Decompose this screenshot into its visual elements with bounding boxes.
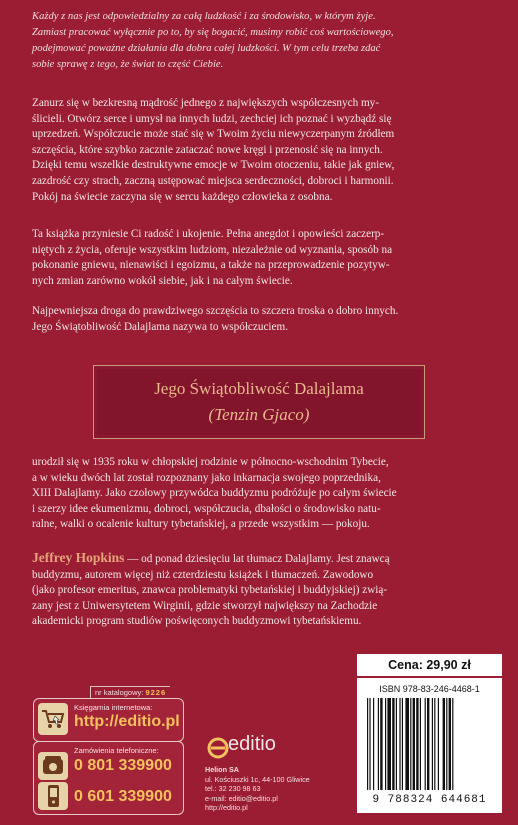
online-shop-box[interactable] <box>33 698 184 742</box>
text-line: pokonanie gniewu, nienawiści i egoizmu, a także na przeprowadzenie pozytyw- <box>32 259 390 272</box>
description-paragraph-1 <box>32 96 502 205</box>
text-line: Jego Świątobliwość Dalajlama nazywa to współczuciem. <box>32 320 288 333</box>
publisher-address: ul. Kościuszki 1c, 44-100 Gliwice <box>205 774 310 784</box>
shopping-cart-icon <box>38 703 68 735</box>
catalog-value: 9226 <box>145 688 167 697</box>
barcode-bar <box>410 698 411 790</box>
intro-line: Każdy z nas jest odpowiedzialny za całą ludzkość i za środowisko, w którym żyje. <box>32 11 376 22</box>
text-line <box>32 550 502 568</box>
phone-label: Zamówienia telefoniczne: <box>74 746 159 755</box>
text-line: i szerzy idee ekumenizmu, dobroci, współczucia, dbałości o środowisko natu- <box>32 502 381 515</box>
author-name: Jego Świątobliwość Dalajlama <box>154 379 364 398</box>
intro-quote <box>32 9 502 73</box>
barcode-bar <box>385 698 386 790</box>
barcode-bar <box>396 698 397 790</box>
phone-order-box <box>33 741 184 815</box>
intro-line: sobie sprawę z tego, że świat to część Ciebie. <box>32 59 224 70</box>
description-paragraph-2 <box>32 227 502 289</box>
author-bio <box>32 455 502 533</box>
text-line: urodził się w 1935 roku w chłopskiej rodzinie w północno-wschodnim Tybecie, <box>32 456 389 468</box>
barcode-bar <box>427 698 429 790</box>
mobile-phone-icon <box>38 782 68 810</box>
text-line: (jako profesor emeritus, znawca problematyki tybetańskiej i buddyjskiej) zwią- <box>32 584 388 597</box>
editio-logo-text: editio <box>228 733 276 755</box>
catalog-number <box>90 686 170 698</box>
barcode-bar <box>449 698 451 790</box>
phone-icon <box>38 752 68 780</box>
translator-name: Jeffrey Hopkins <box>32 550 125 565</box>
intro-line: podejmować poważne działania dla dobra całej ludzkości. W tym celu trzeba zdać <box>32 43 381 54</box>
price-label: Cena: 29,90 zł <box>357 654 502 676</box>
barcode-bar <box>432 698 433 790</box>
barcode-bar <box>387 698 391 790</box>
author-subname: (Tenzin Gjaco) <box>208 405 310 424</box>
barcode-bar <box>405 698 409 790</box>
intro-line: Zamiast pracować wyłącznie po to, by się bogacić, musimy robić coś wartościowego, <box>32 27 394 38</box>
barcode-bar <box>434 698 435 790</box>
barcode-bar <box>420 698 421 790</box>
text-line: a w wieku dwóch lat został rozpoznany jako inkarnacja swojego poprzednika, <box>32 471 381 484</box>
text-line: akademicki program studiów poświęconych buddyzmowi tybetańskiemu. <box>32 615 362 628</box>
translator-bio <box>32 550 502 630</box>
text-line: XIII Dalajlamy. Jako czołowy przywódca buddyzmu podróżuje po całym świecie <box>32 487 397 500</box>
text-line: szczęścia, które szybko zacznie zataczać nowe kręgi i przenosić się na innych. <box>32 143 383 156</box>
text-line: zany jest z Uniwersytetem Wirginii, gdzie stworzył największy na Zachodzie <box>32 599 378 612</box>
catalog-label: nr katalogowy: <box>95 688 144 697</box>
author-title-box <box>93 365 425 439</box>
shop-url-link[interactable]: http://editio.pl <box>74 713 180 730</box>
ean-number: 9 788324 644681 <box>372 794 487 806</box>
text-line: ralne, walki o ocalenie kultury tybetańskiej, a przede wszystkim — pokoju. <box>32 518 370 531</box>
text-line: ślicieli. Otwórz serce i umysł na innych ludzi, zechciej ich poznać i wyzbądź się <box>32 112 392 125</box>
text-line: Zanurz się w bezkresną mądrość jednego z największych współczesnych my- <box>32 97 379 109</box>
phone-number-landline[interactable]: 0 801 339900 <box>74 757 172 774</box>
text-line: niętych z życia, oferuje wszystkim ludziom, niezależnie od wyznania, sposób na <box>32 243 393 256</box>
description-paragraph-3 <box>32 304 502 335</box>
publisher-email: e-mail: editio@editio.pl <box>205 793 278 803</box>
translator-intro: — od ponad dziesięciu lat tłumacz Dalajlamy. Jest znawcą <box>124 553 390 565</box>
isbn-text: ISBN 978-83-246-4468-1 <box>379 684 480 694</box>
text-line: zazdrość czy strach, zaczną ustępować miejsca serdeczności, dobroci i harmonii. <box>32 174 394 187</box>
barcode-bar <box>438 698 439 790</box>
barcode-bar <box>402 698 403 790</box>
barcode-icon <box>365 698 494 792</box>
text-line: Pokój na świecie zaczyna się w sercu każdego człowieka z osobna. <box>32 190 333 203</box>
barcode-bar <box>373 698 374 790</box>
barcode-box <box>357 678 502 813</box>
text-line: Ta książka przyniesie Ci radość i ukojenie. Pełna anegdot i opowieści zaczerp- <box>32 228 385 240</box>
text-line: buddyzmu, autorem więcej niż czterdziestu książek i tłumaczeń. Zawodowo <box>32 568 374 581</box>
barcode-bar <box>392 698 394 790</box>
barcode-bar <box>378 698 379 790</box>
barcode-bar <box>399 698 400 790</box>
barcode-bar <box>380 698 382 790</box>
barcode-bar <box>367 698 368 790</box>
text-line: uprzedzeń. Współczucie może stać się w Twoim życiu niewyczerpanym źródłem <box>32 128 395 141</box>
barcode-bar <box>452 698 453 790</box>
barcode-bar <box>416 698 418 790</box>
barcode-bar <box>446 698 447 790</box>
barcode-bar <box>443 698 445 790</box>
barcode-bar <box>413 698 415 790</box>
publisher-web: http://editio.pl <box>205 803 248 812</box>
barcode-bar <box>425 698 426 790</box>
shop-label: Księgarnia internetowa: <box>74 703 153 712</box>
publisher-name: Helion SA <box>205 765 239 774</box>
publisher-tel: tel.: 32 230 98 63 <box>205 784 261 793</box>
barcode-bar <box>369 698 370 790</box>
text-line: Dzięki temu wszelkie destruktywne emocje w Twoim otoczeniu, takie jak gniew, <box>32 159 395 172</box>
publisher-info <box>205 765 345 813</box>
text-line: nych zmian zarówno wokół siebie, jak i na całym świecie. <box>32 274 293 287</box>
phone-number-mobile[interactable]: 0 601 339900 <box>74 788 172 805</box>
text-line: Najpewniejsza droga do prawdziwego szczęścia to szczera troska o dobro innych. <box>32 305 399 317</box>
